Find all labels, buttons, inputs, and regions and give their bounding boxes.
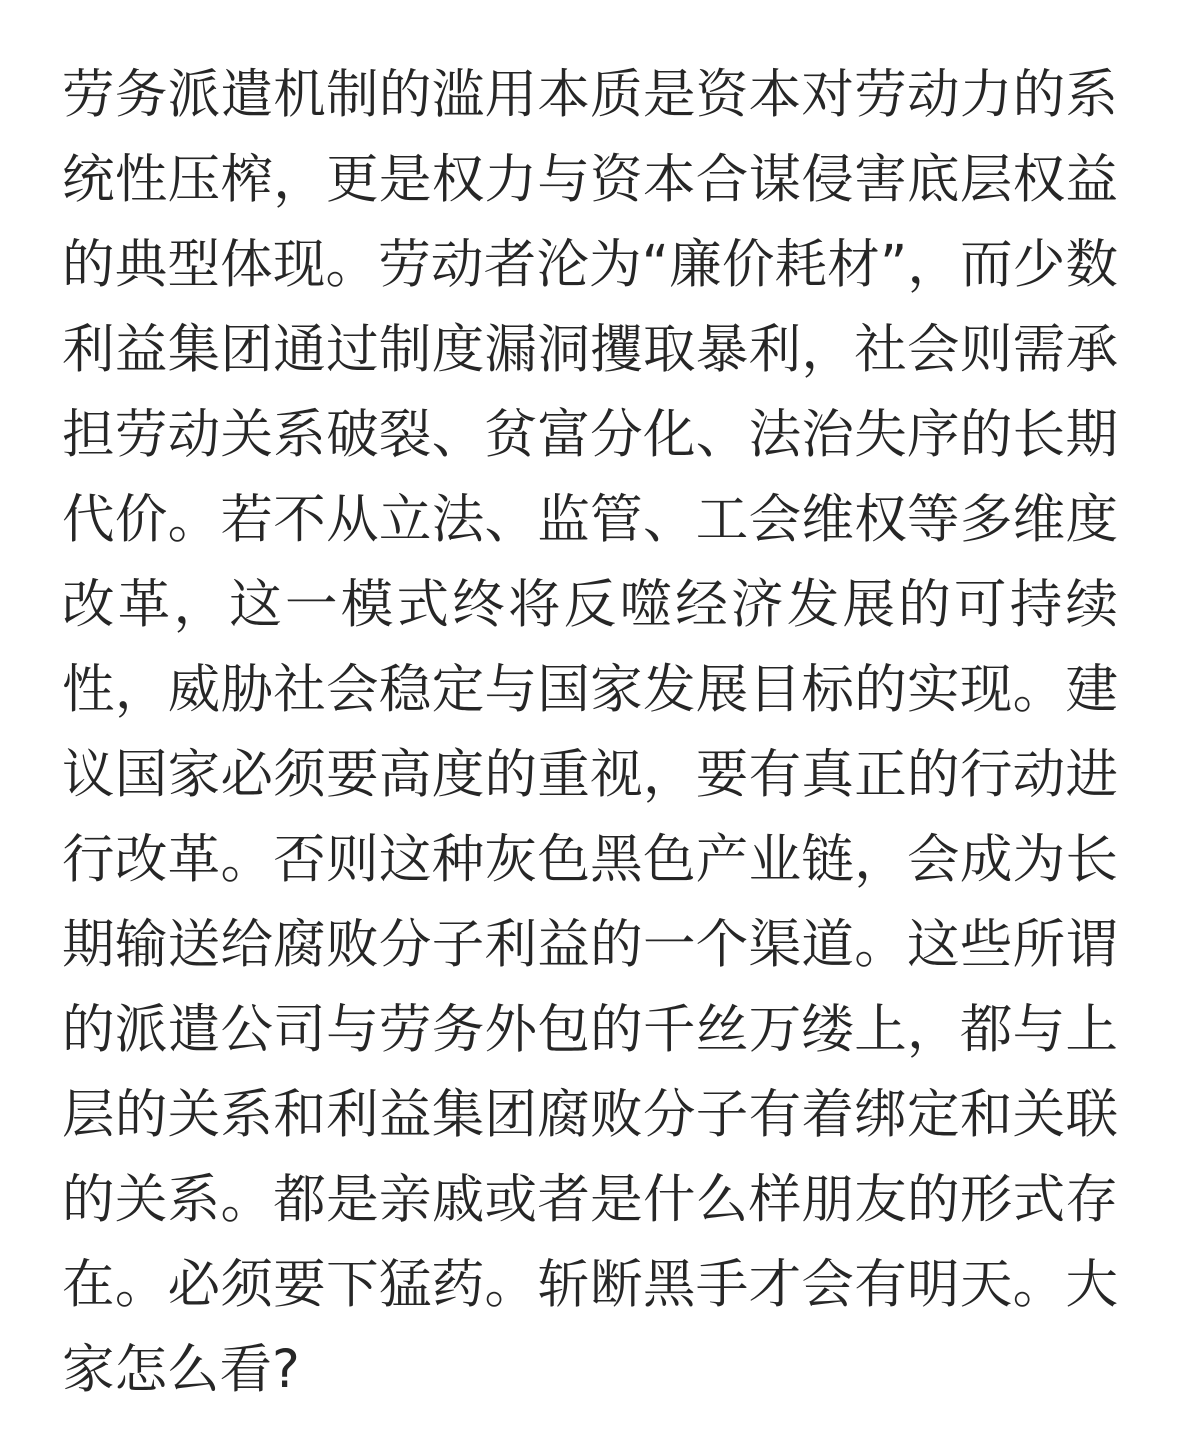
post-body-text: 劳务派遣机制的滥用本质是资本对劳动力的系统性压榨，更是权力与资本合谋侵害底层权益的典型体现。劳动者沦为“廉价耗材”，而少数利益集团通过制度漏洞攫取暴利，社会则需承担劳动关系破裂、贫富分化、法治失序的长期代价。若不从立法、监管、工会维权等多维度改革，这一模式终将反噬经济发展的可持续性，威胁社会稳定与国家发展目标的实现。建议国家必须要高度的重视，要有真正的行动进行改革。否则这种灰色黑色产业链，会成为长期输送给腐败分子利益的一个渠道。这些所谓的派遣公司与劳务外包的千丝万缕上，都与上层的关系和利益集团腐败分子有着绑定和关联的关系。都是亲戚或者是什么样朋友的形式存在。必须要下猛药。斩断黑手才会有明天。大家怎么看? [62, 64, 1118, 1400]
